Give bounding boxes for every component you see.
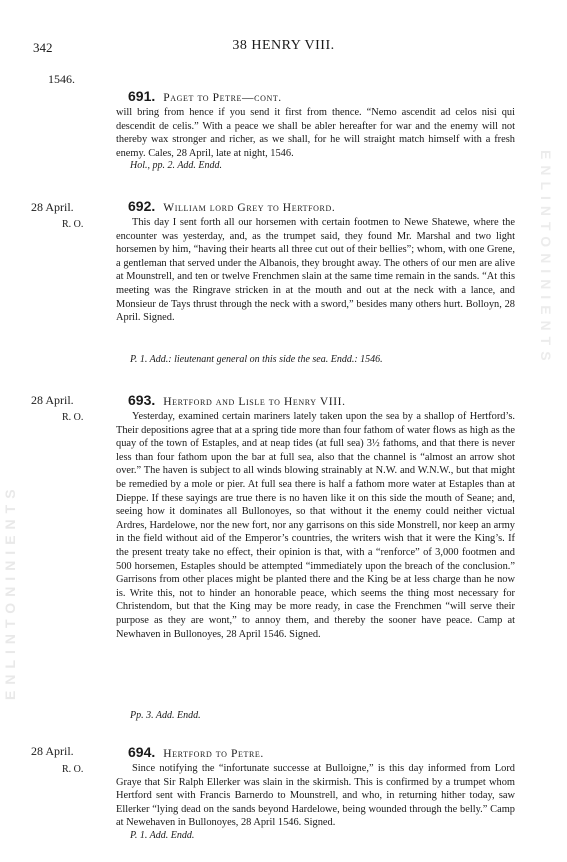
entry-title: Paget to Petre—cont.: [163, 92, 282, 104]
entry-692-meta: P. 1. Add.: lieutenant general on this side the sea. Endd.: 1546.: [130, 354, 383, 365]
entry-693-ref: R. O.: [62, 412, 84, 423]
entry-number: 692.: [128, 198, 156, 214]
entry-694-heading: [128, 744, 264, 760]
entry-694-date: 28 April.: [31, 744, 74, 758]
entry-title: William lord Grey to Hertford.: [163, 202, 336, 214]
entry-693-heading: [128, 392, 346, 408]
entry-694-text: Since notifying the “infortunate successe at Bulloigne,” is this day informed from Lord Graye that Sir Ralph Ellerker was slain in the skirmish. This is confirmed by a trumpet whom Hertford sent with Francis Barnerdo to Mounstrell, and who, in returning hither today, saw Ellerker “lying dead on the sands beyond Hardelowe, being wounded through the belly.” Camp at Newehaven in Bullonoyes, 28 April 1546. Signed.: [116, 763, 515, 829]
entry-693-date: 28 April.: [31, 393, 74, 407]
entry-title: Hertford and Lisle to Henry VIII.: [163, 396, 346, 408]
entry-693-text: Yesterday, examined certain mariners lately taken upon the sea by a shallop of Hertford’s. Their depositions agree that at a spring tide more than four fathom of water flows as high as the quay of the town of Estaples, and at neap tides (at full sea) 3½ fathoms, and that there is never less than four fathom upon the bar at full sea, also that the channel is “almost an arrow shot over.” The haven is subject to all winds blowing strainably at N.W. and W.N.W., but that might be remedied by a mole or pier. At full sea there is half a fathom more water at Estaples than at Dieppe. If these sayings are true there is no haven like it on this side the mouth of Seane; and, seeing how it dominates all Bullonoyes, so that without it the enemy could neither victual Ardres, Hardelowe, nor the new fort, nor any garrisons on this side Monstrell, nor keep an army in the field without aid of the Emperor’s countries, the writers wish that it were the King’s. If the present treaty take no effect, their opinion is that, with a “renforce” of 3,000 footmen and 500 horsemen, Estaples should be attempted “immediately upon the breach of the conclusion.” Garrisons from other places might be planted there and the King be at less charge than he now is. Write this, not to hinder an honorable peace, which seems the thing most necessary for Christendom, but that the King may be more ready, in case the Frenchmen “will serve their purpose as they are wont,” to annoy them, and thereby the sooner have peace. Camp at Newhaven in Bullonoyes, 28 April 1546. Signed.: [116, 411, 515, 640]
entry-692-date: 28 April.: [31, 200, 74, 214]
page-number: 342: [33, 40, 53, 55]
watermark-right: ENLINTONINIENTS: [538, 150, 554, 367]
entry-692-heading: [128, 198, 335, 214]
entry-693-meta: Pp. 3. Add. Endd.: [130, 710, 201, 721]
entry-691-text: will bring from hence if you send it first from thence. “Nemo ascendit ad celos nisi qui descendit de celis.” With a peace we shall be abler hereafter for war and the enemy will not thereby wax stronger and richer, as we shall, for he will straight match himself with a fresh enemy. Cales, 28 April, late at night, 1546.: [116, 107, 515, 159]
entry-691-meta: Hol., pp. 2. Add. Endd.: [130, 160, 223, 171]
entry-694-meta: P. 1. Add. Endd.: [130, 830, 195, 841]
entry-694-ref: R. O.: [62, 764, 84, 775]
entry-692-ref: R. O.: [62, 219, 84, 230]
entry-692-text: This day I sent forth all our horsemen with certain footmen to Newe Shatewe, where the encounter was yesterday, and, as the trumpet said, they found Mr. Marshal and two light horsemen by him, “having their hearts all three cut out of their bellies”; whom, with one Grene, a gentleman that served under the Albanois, they brought away. The others of our men are alive at Mounstrell, and ten or twelve Frenchmen slain at the same time remain in the sands. “At this meeting was the Ringrave stricken in at the mouth and out at the neck with a lance, and Monsieur de Tays thrust through the neck with a sword,” besides many others hurt. Bolloyn, 28 April. Signed.: [116, 217, 515, 324]
entry-number: 694.: [128, 744, 156, 760]
entry-number: 691.: [128, 88, 156, 104]
entry-691-heading: [128, 88, 282, 104]
running-head: 38 HENRY VIII.: [232, 38, 335, 53]
entry-title: Hertford to Petre.: [163, 748, 264, 760]
entry-number: 693.: [128, 392, 156, 408]
year-margin: 1546.: [48, 72, 75, 86]
watermark-left: ENLINTONINIENTS: [2, 483, 18, 700]
